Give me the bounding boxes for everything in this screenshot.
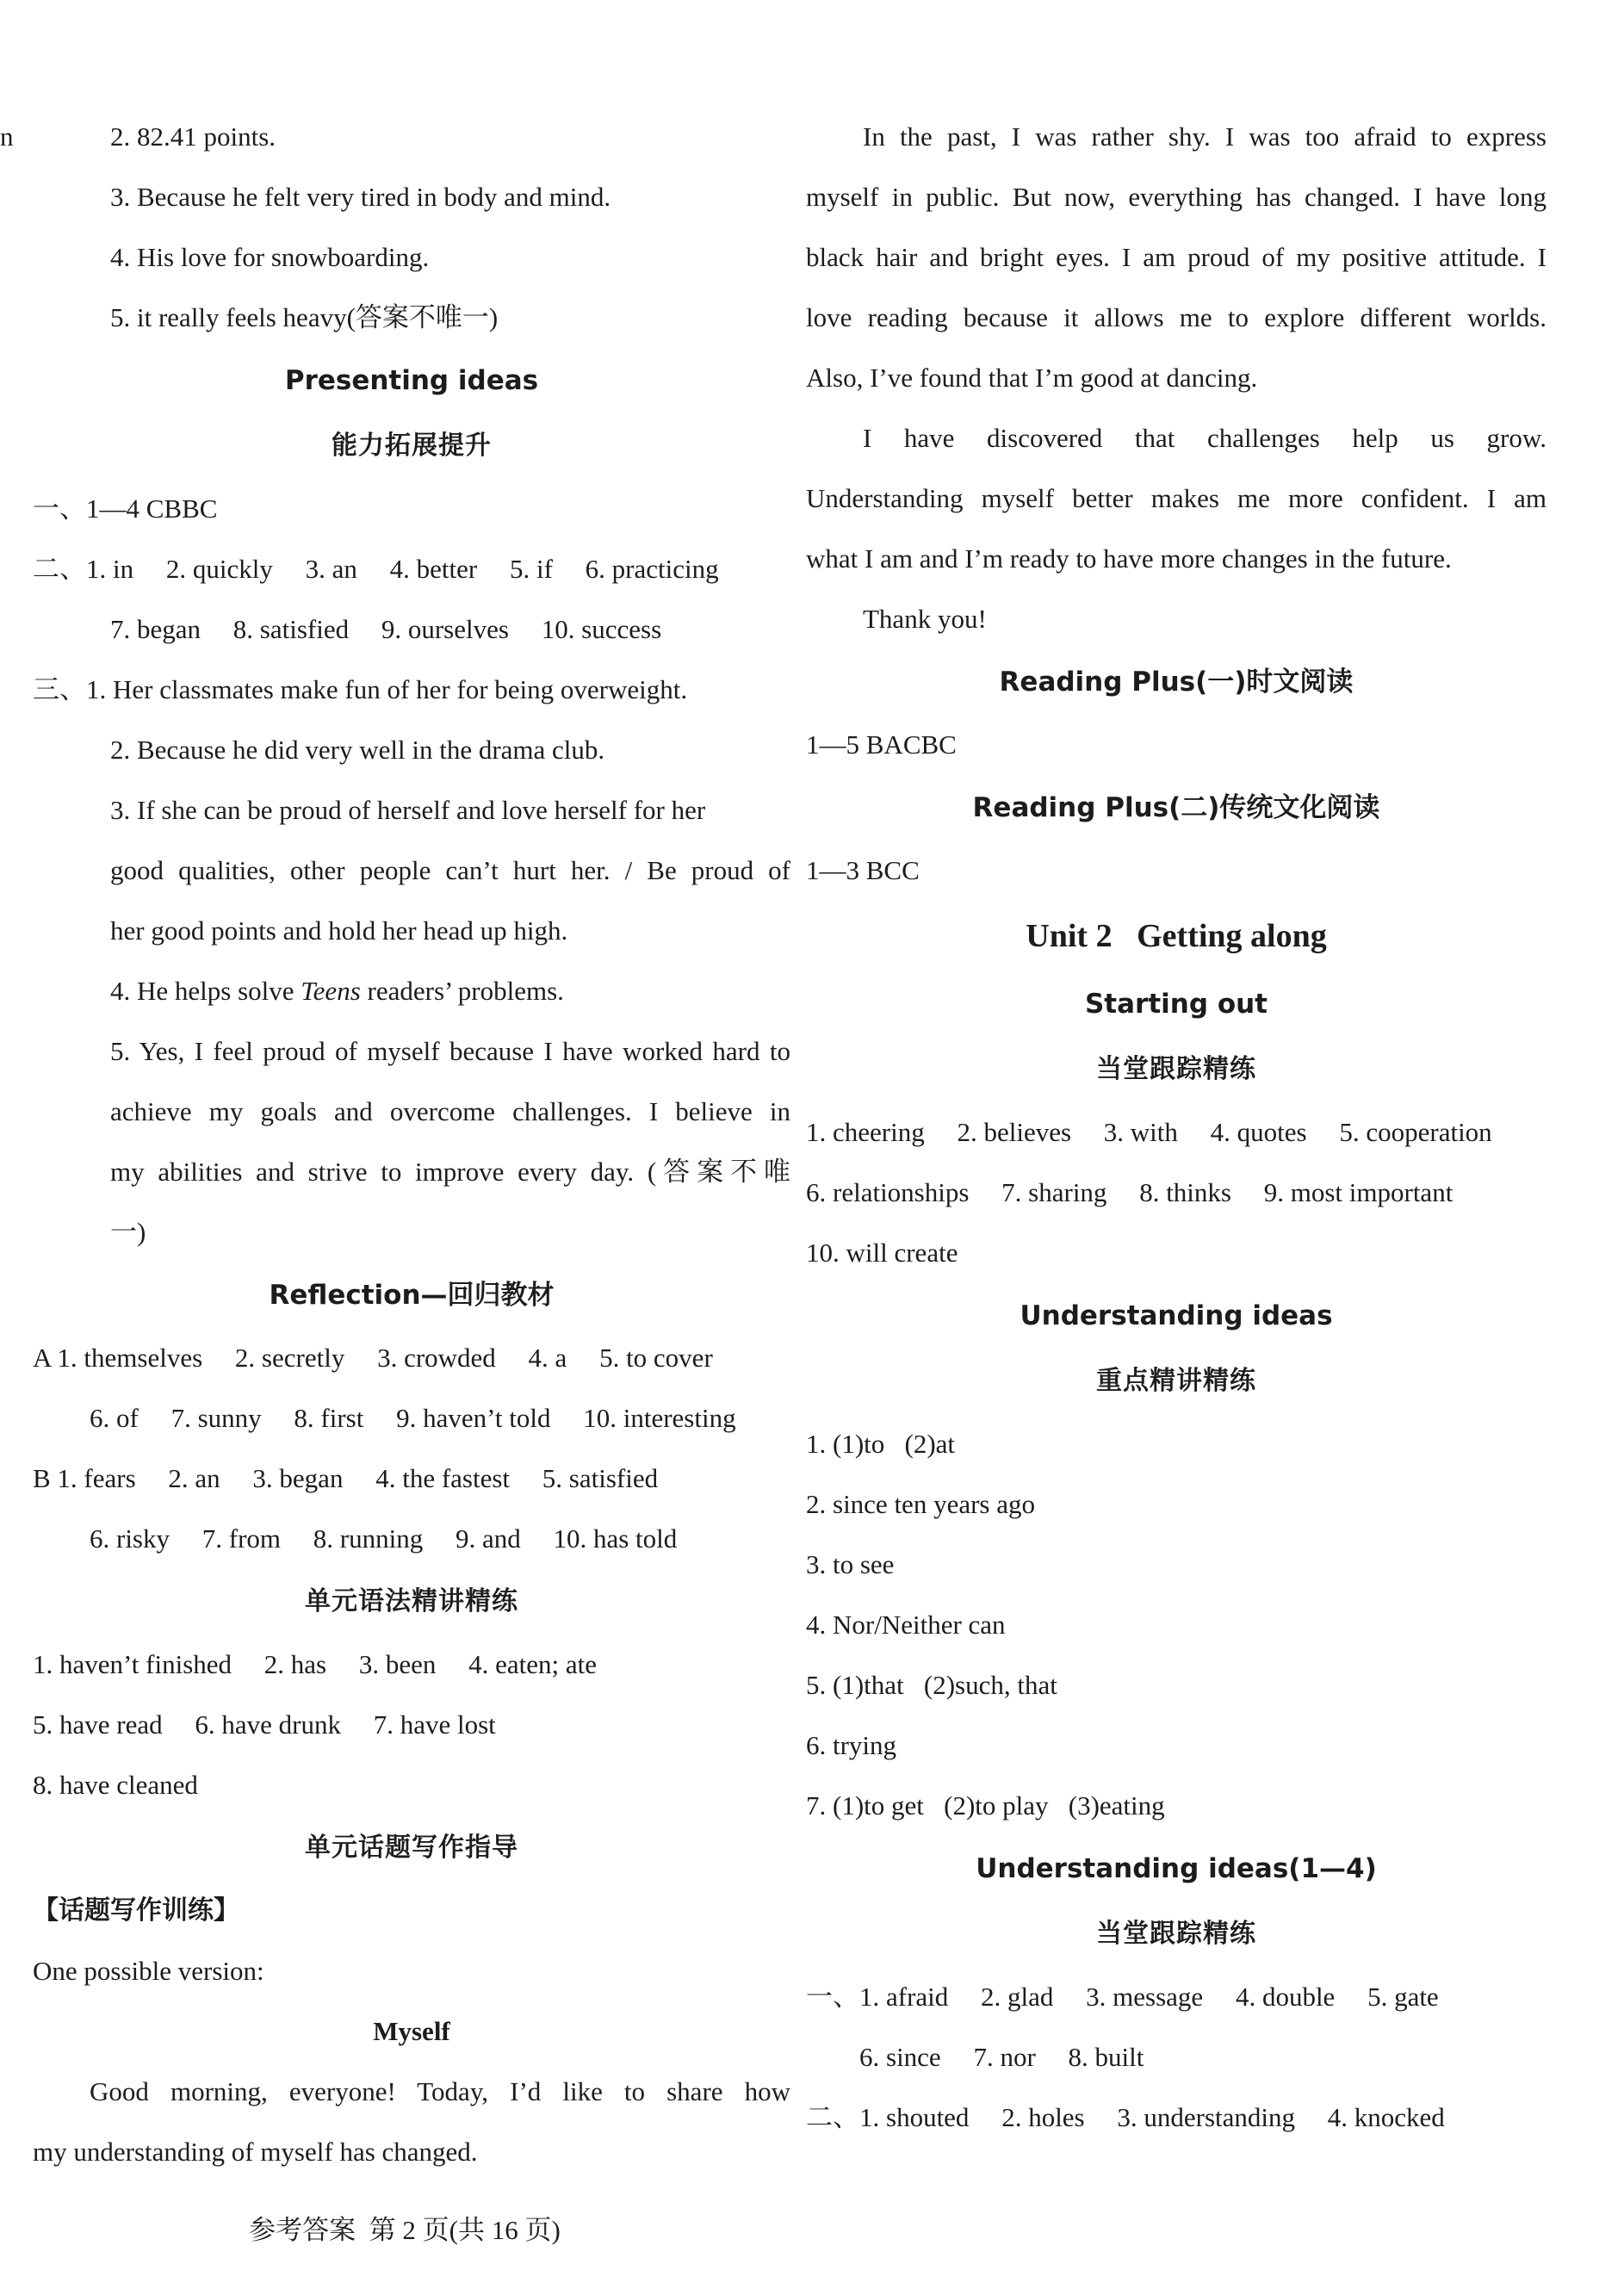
answer-item: 8. first [294,1403,364,1433]
answer-item: 10. interesting [583,1403,736,1433]
answer-item: 8. thinks [1139,1177,1231,1207]
answer-item: 9. most important [1263,1177,1454,1207]
essay-line: In the past, I was rather shy. I was too afraid to express [863,121,1547,152]
answer-line: 3. to see [806,1549,895,1579]
answer-item: 6. since [859,2042,941,2072]
answer-item: 5. if [509,554,553,584]
answer-row [33,1328,790,1388]
answer-line: 一) [110,1217,146,1247]
answer-line: 1—5 BACBC [806,729,957,760]
answer-item: 10. has told [553,1523,678,1554]
essay-line: what I am and I’m ready to have more changes in the future. [806,543,1452,574]
answer-item: 3. been [358,1649,437,1679]
sub-heading: 当堂跟踪精练 [1096,1054,1256,1084]
answer-item: 3. crowded [377,1343,496,1373]
answer-item: 1. cheering [806,1117,925,1147]
answer-line: 一、1—4 CBBC [33,493,218,524]
answer-line: 8. have cleaned [33,1770,198,1800]
answer-row [806,1163,1547,1223]
answer-line: 4. His love for snowboarding. [110,242,430,272]
answer-item: 9. haven’t told [396,1403,551,1433]
answer-item: 1. haven’t finished [33,1649,232,1679]
answer-line: One possible version: [33,1956,264,1986]
answer-line: 1. (1)to (2)at [806,1429,956,1459]
section-heading: Reading Plus(一)时文阅读 [999,667,1354,698]
answer-line: 2. since ten years ago [806,1489,1035,1519]
answer-item: 2. believes [957,1117,1072,1147]
answer-item: 2. has [263,1649,327,1679]
answer-line: 2. Because he did very well in the drama club. [110,735,605,765]
answer-line [33,961,790,1021]
essay-line: I have discovered that challenges help us grow. [863,423,1547,453]
answer-item: 4. a [528,1343,567,1373]
answer-row [33,599,790,660]
answer-item: 2. quickly [165,554,273,584]
answer-item: 5. to cover [599,1343,713,1373]
answer-row [806,1102,1547,1163]
answer-item: A 1. themselves [33,1343,203,1373]
right-column [806,107,1547,2148]
essay-title: Myself [373,2016,450,2046]
answer-line: 1—3 BCC [806,855,920,885]
answer-item: 4. eaten; ate [468,1649,598,1679]
answer-item: 7. have lost [373,1709,496,1740]
answer-item: 3. with [1103,1117,1178,1147]
answer-item: 8. running [313,1523,424,1554]
answer-row [806,2087,1547,2148]
answer-item: 5. cooperation [1339,1117,1492,1147]
answer-item: 7. began [110,614,201,644]
answer-item: 5. have read [33,1709,163,1740]
answer-line: 三、1. Her classmates make fun of her for being overweight. [33,674,688,704]
answer-item: 2. holes [1001,2102,1085,2132]
answer-line: 5. it really feels heavy(答案不唯一) [110,302,499,332]
answer-line: 4. Nor/Neither can [806,1610,1006,1640]
section-heading: Understanding ideas(1—4) [976,1853,1377,1884]
answer-row [33,1695,790,1755]
answer-line: her good points and hold her head up high. [110,915,568,946]
answer-line: 2. 82.41 points. [110,121,276,152]
answer-item: 6. have drunk [195,1709,341,1740]
answer-item: 3. an [305,554,357,584]
answer-row [33,1635,790,1695]
answer-item: 8. satisfied [232,614,350,644]
answer-row [33,1509,790,1569]
answer-item: 10. success [541,614,662,644]
answer-line: 5. Yes, I feel proud of myself because I have worked hard to [110,1036,790,1066]
answer-item: 7. from [201,1523,282,1554]
answer-item: 3. understanding [1117,2102,1296,2132]
answer-item: 5. satisfied [542,1463,659,1493]
answer-row [33,539,790,599]
answer-item: 二、1. shouted [806,2102,970,2132]
section-heading: Starting out [1084,989,1268,1020]
section-heading: Reading Plus(二)传统文化阅读 [972,792,1380,823]
section-heading: Presenting ideas [284,365,539,396]
answer-item: 6. risky [90,1523,170,1554]
essay-line: black hair and bright eyes. I am proud of my positive attitude. I [806,242,1547,272]
answer-line: 5. (1)that (2)such, that [806,1670,1057,1700]
answer-item: B 1. fears [33,1463,136,1493]
answer-item: 9. and [455,1523,521,1554]
answer-line: good qualities, other people can’t hurt her. / Be proud of [110,855,790,885]
answer-item: 7. nor [973,2042,1036,2072]
answer-item: 3. began [252,1463,344,1493]
essay-line: myself in public. But now, everything has changed. I have long [806,182,1547,212]
essay-line: Understanding myself better makes me more confident. I am [806,483,1547,513]
answer-item: 8. built [1068,2042,1144,2072]
answer-item: 5. gate [1367,1982,1439,2012]
essay-line: Also, I’ve found that I’m good at dancing. [806,363,1258,393]
answer-item: 6. practicing [585,554,719,584]
margin-fragment: n [0,121,14,152]
answer-item: 二、1. in [33,554,134,584]
answer-row [33,1448,790,1509]
answer-item: 9. ourselves [381,614,509,644]
answer-row [806,2027,1547,2087]
answer-item: 2. secretly [234,1343,345,1373]
answer-item: 2. glad [981,1982,1054,2012]
answer-line: achieve my goals and overcome challenges. I believe in [110,1096,790,1126]
section-heading: 单元语法精讲精练 [305,1586,518,1616]
italic-title: Teens [301,976,361,1006]
answer-row [33,1388,790,1448]
essay-line: my understanding of myself has changed. [33,2137,478,2167]
answer-line: 7. (1)to get (2)to play (3)eating [806,1790,1165,1821]
answer-item: 4. the fastest [375,1463,511,1493]
essay-line: Good morning, everyone! Today, I’d like to share how [90,2076,790,2106]
answer-item: 6. of [90,1403,139,1433]
sub-heading: 重点精讲精练 [1096,1366,1256,1396]
answer-item: 6. relationships [806,1177,970,1207]
answer-item: 4. knocked [1327,2102,1445,2132]
answer-line: my abilities and strive to improve every day. (答案不唯 [110,1157,790,1187]
sub-heading: 能力拓展提升 [332,431,492,461]
answer-item: 3. message [1086,1982,1204,2012]
answer-item: 7. sharing [1001,1177,1107,1207]
section-heading: Understanding ideas [1020,1300,1333,1331]
answer-item: 4. better [389,554,478,584]
answer-item: 2. an [168,1463,220,1493]
sub-heading: 当堂跟踪精练 [1096,1919,1256,1949]
answer-row [806,1967,1547,2027]
left-column [33,107,790,2182]
answer-line: 3. Because he felt very tired in body and mind. [110,182,611,212]
text-span: 4. He helps solve [110,976,301,1006]
text-span: readers’ problems. [360,976,564,1006]
section-heading: Reflection—回归教材 [269,1280,555,1311]
answer-item: 一、1. afraid [806,1982,949,2012]
answer-line: 3. If she can be proud of herself and love herself for her [110,795,706,825]
essay-line: Thank you! [863,604,987,634]
answer-item: 4. double [1235,1982,1336,2012]
answer-item: 4. quotes [1210,1117,1307,1147]
bracket-label: 【话题写作训练】 [33,1895,239,1926]
answer-line: 10. will create [806,1238,958,1268]
unit-title: Unit 2 Getting along [1026,918,1327,954]
answer-line: 6. trying [806,1730,897,1760]
essay-line: love reading because it allows me to explore different worlds. [806,302,1547,332]
section-heading: 单元话题写作指导 [305,1833,518,1863]
page-footer: 参考答案 第 2 页(共 16 页) [249,2215,561,2245]
answer-item: 7. sunny [170,1403,262,1433]
